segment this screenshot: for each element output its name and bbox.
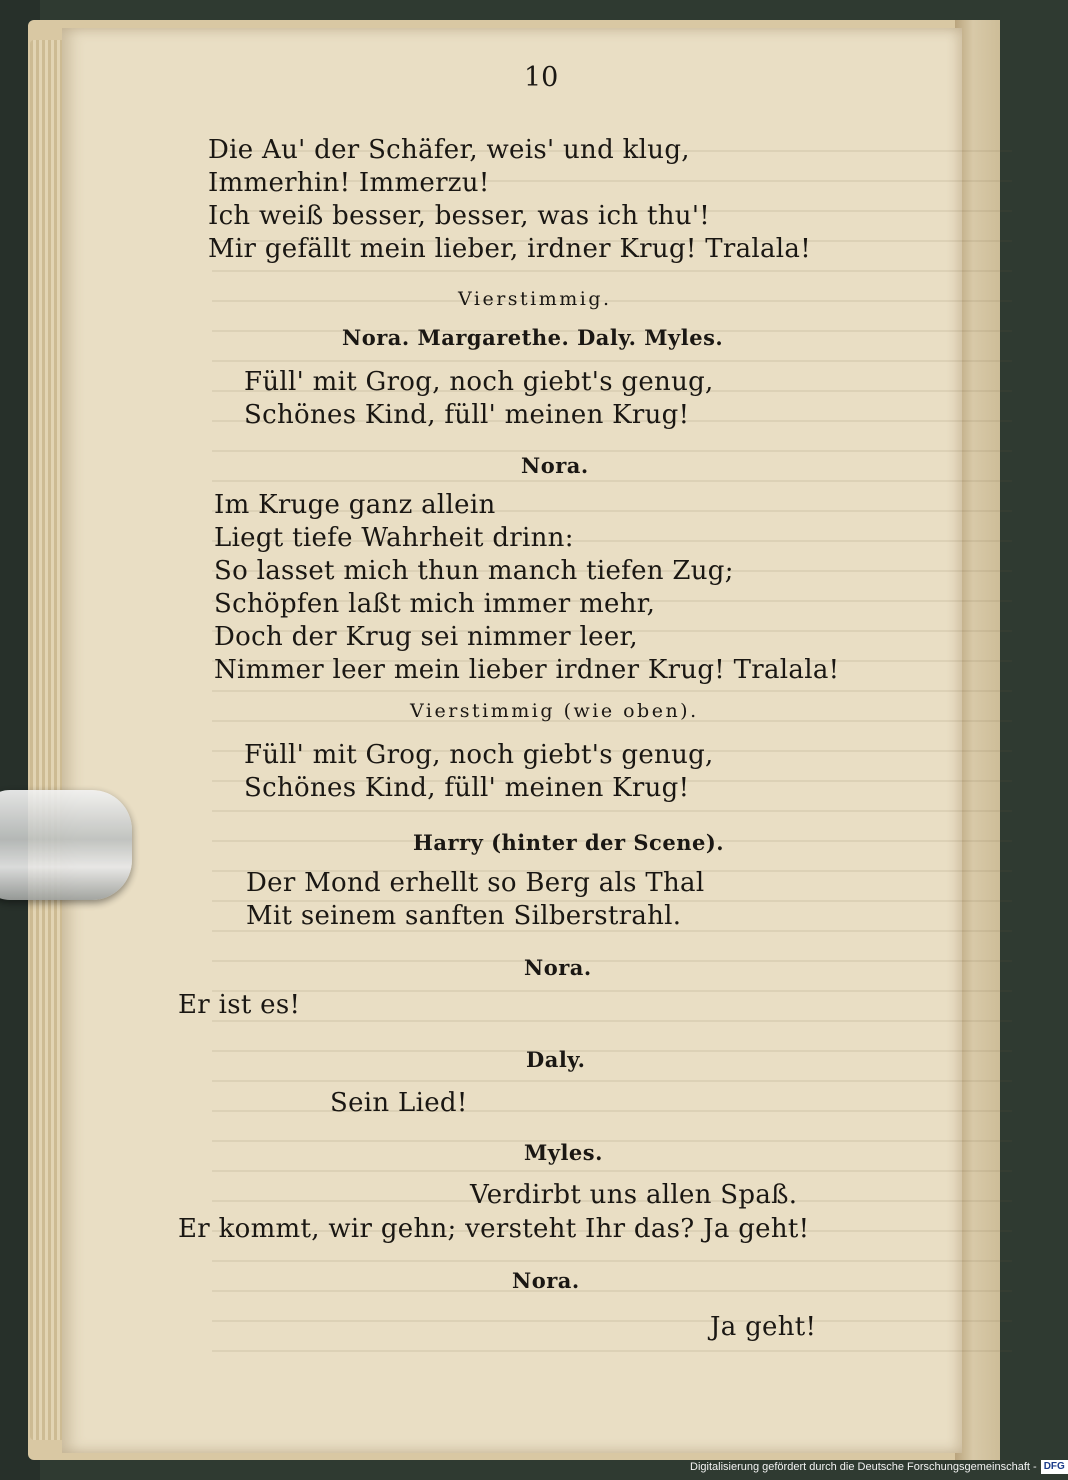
verse-line: Schönes Kind, füll' meinen Krug!: [244, 773, 690, 803]
stage-direction: Vierstimmig.: [458, 288, 612, 310]
verse-line: Nimmer leer mein lieber irdner Krug! Tralala!: [214, 655, 840, 685]
footer-text: Digitalisierung gefördert durch die Deutsche Forschungsgemeinschaft -: [690, 1461, 1037, 1473]
verse-line: Er ist es!: [178, 990, 301, 1020]
verse-line: Im Kruge ganz allein: [214, 490, 496, 520]
digitization-footer: [690, 1458, 1068, 1476]
verse-line: Füll' mit Grog, noch giebt's genug,: [244, 740, 714, 770]
page-clip: [0, 790, 132, 900]
speaker-name: Nora.: [512, 1268, 580, 1293]
verse-line: Mit seinem sanften Silberstrahl.: [246, 901, 682, 931]
stage-direction: Vierstimmig (wie oben).: [410, 700, 699, 722]
verse-line: Immerhin! Immerzu!: [208, 168, 490, 198]
verse-line: Mir gefällt mein lieber, irdner Krug! Tralala!: [208, 234, 811, 264]
speaker-name: Daly.: [526, 1047, 586, 1072]
dfg-logo: DFG: [1041, 1460, 1068, 1474]
verse-line: Der Mond erhellt so Berg als Thal: [246, 868, 705, 898]
verse-line: Sein Lied!: [330, 1088, 468, 1118]
verse-line: Verdirbt uns allen Spaß.: [470, 1180, 798, 1210]
speaker-direction: Harry (hinter der Scene).: [413, 830, 725, 855]
verse-line: Ich weiß besser, besser, was ich thu'!: [208, 201, 711, 231]
verse-line: Ja geht!: [710, 1312, 817, 1342]
verse-line: Er kommt, wir gehn; versteht Ihr das? Ja geht!: [178, 1214, 810, 1244]
speaker-name: Nora.: [521, 453, 589, 478]
verse-line: So lasset mich thun manch tiefen Zug;: [214, 556, 734, 586]
verse-line: Schönes Kind, füll' meinen Krug!: [244, 400, 690, 430]
speaker-name: Nora.: [524, 955, 592, 980]
verse-line: Füll' mit Grog, noch giebt's genug,: [244, 367, 714, 397]
speaker-name: Myles.: [524, 1140, 603, 1165]
page-number: 10: [524, 62, 559, 93]
verse-line: Schöpfen laßt mich immer mehr,: [214, 589, 656, 619]
page-stack-edge: [30, 40, 66, 1440]
speaker-names: Nora. Margarethe. Daly. Myles.: [342, 325, 724, 350]
verse-line: Liegt tiefe Wahrheit drinn:: [214, 523, 574, 553]
verse-line: Die Au' der Schäfer, weis' und klug,: [208, 135, 690, 165]
verse-line: Doch der Krug sei nimmer leer,: [214, 622, 638, 652]
